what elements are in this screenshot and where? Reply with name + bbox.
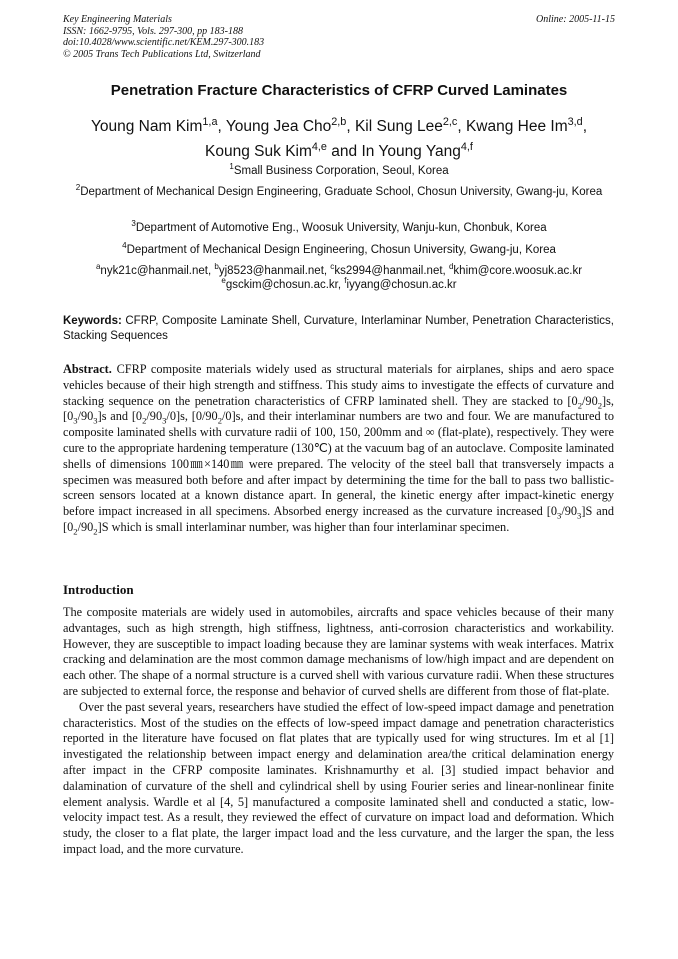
affiliation-2: $^2$Department of Mechanical Design Engineering, Graduate School, Chosun University, Gwang-ju, Korea: [75, 183, 603, 198]
paragraph: The composite materials are widely used in automobiles, aircrafts and space vehicles because of their many advantages, such as high strength, high stiffness, lightness, anti-corrosion characteristics and workability. However, they are susceptible to impact loading because they are laminar systems with weak interfaces. Matrix cracking and delamination are the most common damage mechanisms of low/high impact and are dependent on each other. The shape of a normal structure is a curved shell with various curvature radii. When these structures are subjected to external force, the response and behavior of curved shells are different from those of flat-plate.: [63, 605, 614, 698]
keywords-text: CFRP, Composite Laminate Shell, Curvature, Interlaminar Number, Penetration Characteristics, Stacking Sequences: [63, 315, 614, 342]
paper-title: Penetration Fracture Characteristics of CFRP Curved Laminates: [110, 82, 568, 99]
email-link[interactable]: iyyang@chosun.ac.kr: [346, 279, 457, 291]
email-link[interactable]: nyk21c@hanmail.net: [100, 265, 208, 277]
affiliation-1: $^1$Small Business Corporation, Seoul, Korea: [229, 162, 449, 177]
author-name: Young Nam Kim: [90, 118, 203, 135]
email-list: $^a$nyk21c@hanmail.net, $^b$yj8523@hanmail.net, $^c$ks2994@hanmail.net, $^d$khim@core.woosuk.ac.kr $^e$gsckim@chosun.ac.kr, $^f$iyyang@chosun.ac.kr: [95, 262, 583, 291]
affiliation-3: $^3$Department of Automotive Eng., Woosuk University, Wanju-kun, Chonbuk, Korea: [131, 219, 547, 234]
journal-name: Key Engineering Materials: [63, 14, 172, 25]
abstract-label: Abstract.: [63, 362, 112, 376]
email-link[interactable]: ks2994@hanmail.net: [334, 265, 443, 277]
author-name: In Young Yang: [361, 143, 461, 160]
author-name: Kwang Hee Im: [465, 118, 568, 135]
email-link[interactable]: yj8523@hanmail.net: [218, 265, 324, 277]
online-date: Online: 2005-11-15: [536, 14, 615, 25]
email-link[interactable]: gsckim@chosun.ac.kr: [225, 279, 338, 291]
author-sup: 3,d: [567, 115, 583, 128]
abstract-block: Abstract. CFRP composite materials widely used as structural materials for airplanes, ships and aero space vehicles because of their high strength and stiffness. This study aims to investigate the effects of curvature and stacking sequence on the penetration characteristics of CFRP laminated shell. They are stacked to $[0_2/90_2]s$, $[0_3/90_3]s$ and $[0_2/90_3/0]s$, $[0/90_2/0]s$, and their interlaminar numbers are two and four. We are manufactured to composite laminated shells with curvature radii of 100, 150, 200mm and ∞ (flat-plate), respectively. They were cure to the appropriate hardening temperature (130℃) at the vacuum bag of an autoclave. Composite laminated shells of dimensions 100㎜×140㎜ were prepared. The velocity of the steel ball that transversely impacts a specimen was measured both before and after impact by determining the time for the ball to pass two ballistic-screen sensors located at a known distance apart. In general, the kinetic energy after impact-kinetic energy before impact increased in all specimens. Absorbed energy increased as the curvature increased $[0_3/90_3]S$ and $[0_2/90_2]S$ which is small interlaminar number, was higher than four interlaminar specimen.: [63, 362, 615, 537]
author-sup: 4,e: [311, 140, 327, 153]
paragraph: Over the past several years, researchers have studied the effect of low-speed impact damage and penetration characteristics. Most of the studies on the effects of low-speed impact damage and penetration characteristics reported in the literature have focused on flat plates that are typically used for wing structures. Im et al [1] investigated the relationship between impact energy and delamination area/the critical delamination energy after impact in the CFRP composite laminates. Krishnamurthy et al. [3] studied impact behavior and dalamination of curvature of the shell and cylindrical shell by using Fourier series and linear-nonlinear finite element analysis. Wardle et al [4, 5] manufactured a composite laminated shell and conducted a static, low-velocity impact test. As a result, they reviewed the effect of curvature on impact load and deformation. Which study, the closer to a flat plate, the larger impact load and the less curvature, and the larger the span, the less impact load, and the more curvature.: [63, 699, 614, 856]
introduction-body: [63, 605, 614, 858]
author-name: Koung Suk Kim: [205, 143, 312, 160]
affiliation-4: $^4$Department of Mechanical Design Engineering, Chosun University, Gwang-ju, Korea: [122, 241, 556, 256]
author-sup: 2,b: [331, 115, 347, 128]
issn-line: ISSN: 1662-9795, Vols. 297-300, pp 183-188: [63, 25, 243, 37]
doi-line[interactable]: doi:10.4028/www.scientific.net/KEM.297-300.183: [63, 37, 265, 48]
journal-header: [63, 14, 264, 60]
keywords-block: [63, 314, 614, 344]
author-name: Kil Sung Lee: [354, 118, 443, 135]
author-sup: 4,f: [460, 140, 473, 153]
author-list: Young Nam Kim$^{1,a}$, Young Jea Cho$^{2,b}$, Kil Sung Lee$^{2,c}$, Kwang Hee Im$^{3,d}$, Koung Suk Kim$^{4,e}$ and In Young Yang$^{4,f}$: [90, 115, 588, 160]
copyright-line: © 2005 Trans Tech Publications Ltd, Switzerland: [63, 48, 261, 60]
email-link[interactable]: khim@core.woosuk.ac.kr: [453, 265, 583, 277]
section-heading-introduction: Introduction: [63, 582, 134, 597]
author-sup: 2,c: [442, 115, 458, 128]
keywords-label: Keywords:: [63, 315, 122, 327]
author-name: Young Jea Cho: [225, 118, 332, 135]
author-sup: 1,a: [202, 115, 218, 128]
